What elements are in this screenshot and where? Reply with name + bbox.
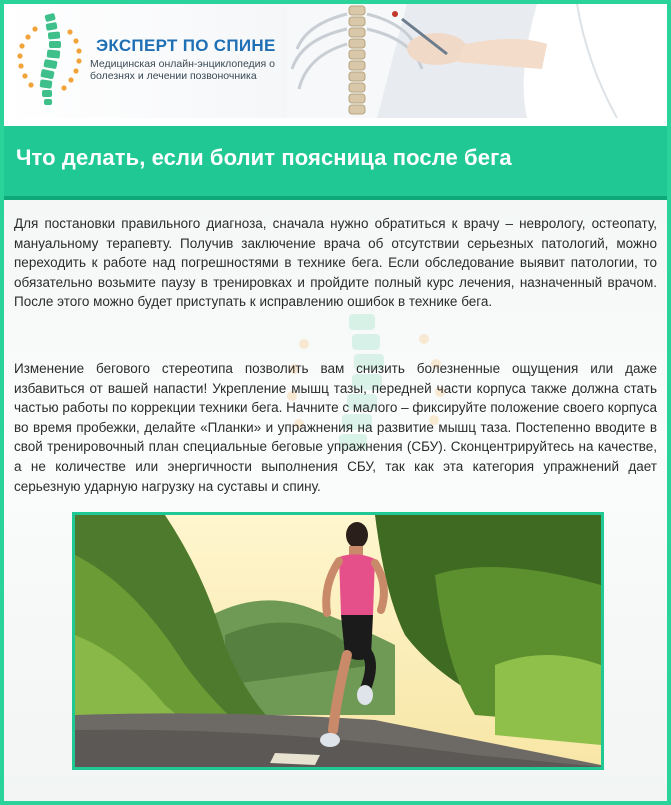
article-paragraph: Для постановки правильного диагноза, сначала нужно обратиться к врачу – неврологу, остеопату, мануальному терапевту. Получив заключение врача об отсутствии серьезных патологий, можно переходить к работе над погрешностями в технике бега. Если обследование выявит патологии, то обязательно возьмите паузу в тренировках и пройдите полный курс лечения, назначенный врачом. После этого можно будет приступать к исправлению ошибок в технике бега. bbox=[14, 216, 657, 310]
brand-name: ЭКСПЕРТ ПО СПИНЕ bbox=[96, 36, 276, 55]
brand-subtitle: Медицинская онлайн-энциклопедия о болезнях и лечении позвоночника bbox=[90, 58, 275, 82]
page-title: Что делать, если болит поясница после бега bbox=[16, 145, 512, 170]
doctor-spine-illustration bbox=[287, 4, 667, 118]
page-frame bbox=[4, 4, 667, 801]
spine-logo-icon bbox=[12, 10, 92, 110]
runner-illustration bbox=[75, 515, 601, 767]
article-paragraph: Изменение бегового стереотипа позволить вам снизить болезненные ощущения или даже избавиться от вашей напасти! Укрепление мышц тазы, передней части корпуса также должна стать частью работы по коррекции техники бега. Начните с малого – фиксируйте положение своего корпуса во время пробежки, делайте «Планки» и упражнения на развитие мышц таза. Постепенно вводите в свой тренировочный план специальные беговые упражнения (СБУ). Сконцентрируйтесь на качестве, а не количестве или энергичности выполнения СБУ, так как эта категория упражнений дает серьезную ударную нагрузку на суставы и спину. bbox=[14, 361, 657, 494]
runner-photo bbox=[72, 512, 604, 770]
site-header bbox=[4, 4, 667, 118]
